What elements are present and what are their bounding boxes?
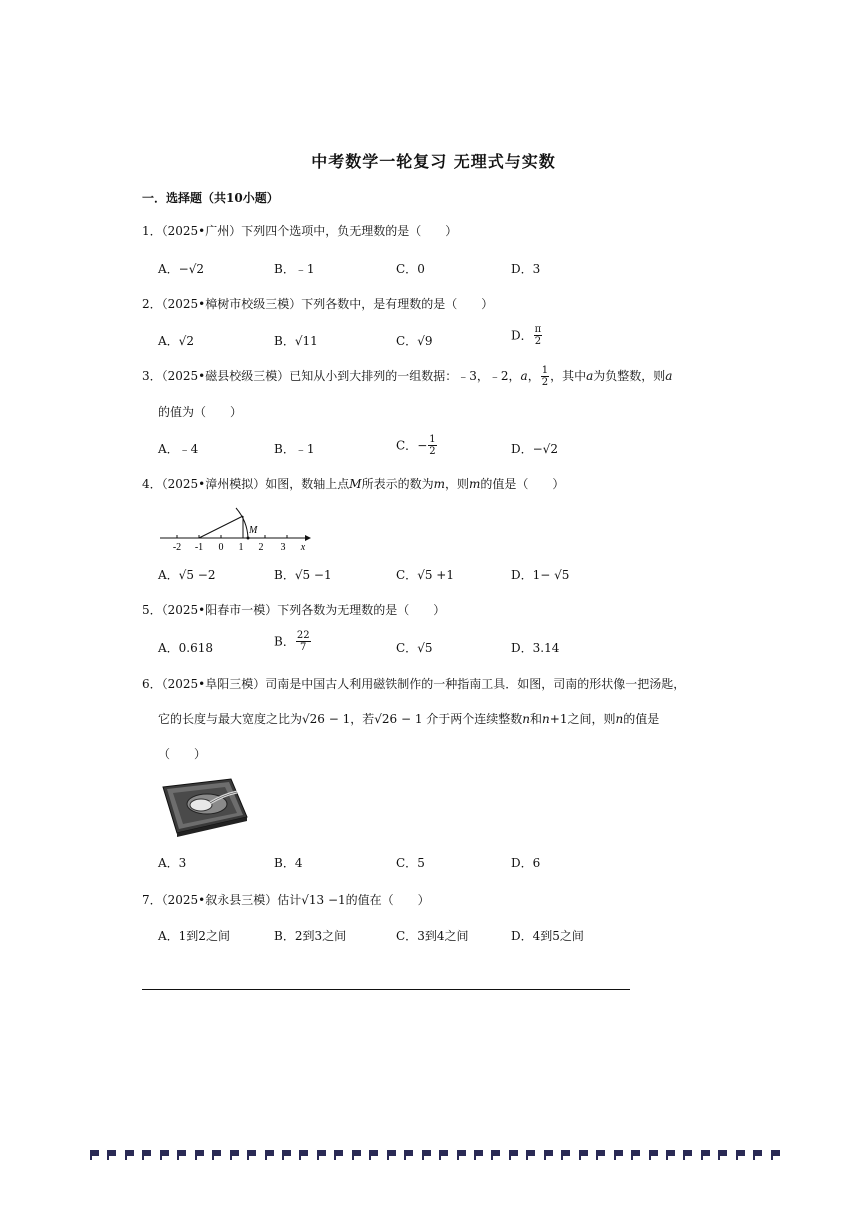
flag-icon xyxy=(579,1150,588,1160)
flag-icon xyxy=(422,1150,431,1160)
flag-icon xyxy=(177,1150,186,1160)
flag-icon xyxy=(387,1150,396,1160)
flag-icon xyxy=(142,1150,151,1160)
flag-icon xyxy=(334,1150,343,1160)
q5-option-a[interactable]: A．0.618 xyxy=(158,641,214,655)
flag-icon xyxy=(753,1150,762,1160)
tick-label: -2 xyxy=(172,542,182,553)
section-heading: 一．选择题（共10小题） xyxy=(142,191,279,205)
q6-option-c[interactable]: C．5 xyxy=(396,856,425,870)
q2-option-a[interactable]: A．√2 xyxy=(158,334,194,348)
q3-option-d[interactable]: D．−√2 xyxy=(511,442,558,456)
flag-icon xyxy=(491,1150,500,1160)
footnote-divider xyxy=(142,989,630,990)
flag-icon xyxy=(771,1150,780,1160)
q3-option-a[interactable]: A．﹣4 xyxy=(158,442,199,456)
flag-icon xyxy=(125,1150,134,1160)
q4-option-d[interactable]: D．1− √5 xyxy=(511,568,570,582)
flag-icon xyxy=(718,1150,727,1160)
pi-over-2-fraction: $\frac{\pi}{2}$ xyxy=(534,324,542,347)
point-m xyxy=(247,537,250,540)
question-1-stem: 1．（2025•广州）下列四个选项中，负无理数的是（ ） xyxy=(142,224,458,238)
q2-option-b[interactable]: B．√11 xyxy=(274,334,318,348)
tick-label: -1 xyxy=(194,542,204,553)
flag-icon xyxy=(457,1150,466,1160)
q2-option-d[interactable]: D． $\frac{\pi}{2}$ xyxy=(511,324,542,347)
flag-icon xyxy=(352,1150,361,1160)
question-6-stem-line3: （ ） xyxy=(158,747,207,761)
flag-icon xyxy=(474,1150,483,1160)
q6-option-b[interactable]: B．4 xyxy=(274,856,303,870)
flag-icon xyxy=(230,1150,239,1160)
flag-icon xyxy=(369,1150,378,1160)
q3-option-c[interactable]: C．− $\frac{1}{2}$ xyxy=(396,434,436,457)
flag-icon xyxy=(596,1150,605,1160)
compass-arc xyxy=(236,508,248,538)
page-title: 中考数学一轮复习 无理式与实数 xyxy=(311,152,556,171)
flag-icon xyxy=(526,1150,535,1160)
q1-option-a[interactable]: A．−√2 xyxy=(158,262,205,276)
q6-option-a[interactable]: A．3 xyxy=(158,856,187,870)
flag-icon xyxy=(317,1150,326,1160)
q6-option-d[interactable]: D．6 xyxy=(511,856,541,870)
sinan-compass-image xyxy=(157,773,249,837)
flag-icon xyxy=(247,1150,256,1160)
question-7-stem: 7．（2025•叙永县三模）估计√13 −1的值在（ ） xyxy=(142,893,430,907)
q5-option-c[interactable]: C．√5 xyxy=(396,641,433,655)
question-3-stem-line2: 的值为（ ） xyxy=(158,405,243,419)
question-5-stem: 5．（2025•阳春市一模）下列各数为无理数的是（ ） xyxy=(142,603,446,617)
tick-label: 3 xyxy=(280,542,286,553)
flag-icon xyxy=(160,1150,169,1160)
q1-option-c[interactable]: C．0 xyxy=(396,262,425,276)
flag-icon xyxy=(107,1150,116,1160)
flag-icon xyxy=(439,1150,448,1160)
tick-label: 0 xyxy=(218,542,224,553)
flag-icon xyxy=(90,1150,99,1160)
footer-flag-border xyxy=(90,1150,780,1164)
hypotenuse-line xyxy=(199,516,243,538)
q7-option-b[interactable]: B．2到3之间 xyxy=(274,929,347,943)
flag-icon xyxy=(544,1150,553,1160)
q1-option-b[interactable]: B．﹣1 xyxy=(274,262,315,276)
tick-label: 1 xyxy=(238,542,244,553)
flag-icon xyxy=(299,1150,308,1160)
flag-icon xyxy=(649,1150,658,1160)
q7-option-c[interactable]: C．3到4之间 xyxy=(396,929,469,943)
q5-option-b[interactable]: B． $\frac{22}{7}$ xyxy=(274,630,310,653)
question-6-stem-line2: 它的长度与最大宽度之比为√26 − 1，若√26 − 1 介于两个连续整数n和n+1之间，则n的值是 xyxy=(158,712,660,726)
q7-option-a[interactable]: A．1到2之间 xyxy=(158,929,230,943)
flag-icon xyxy=(404,1150,413,1160)
flag-icon xyxy=(195,1150,204,1160)
flag-icon xyxy=(614,1150,623,1160)
question-6-stem: 6．（2025•阜阳三模）司南是中国古人利用磁铁制作的一种指南工具．如图，司南的形状像一把汤匙， xyxy=(142,677,686,691)
q2-option-c[interactable]: C．√9 xyxy=(396,334,433,348)
flag-icon xyxy=(701,1150,710,1160)
q7-option-d[interactable]: D．4到5之间 xyxy=(511,929,584,943)
question-2-stem: 2．（2025•樟树市校级三模）下列各数中，是有理数的是（ ） xyxy=(142,297,494,311)
flag-icon xyxy=(736,1150,745,1160)
flag-icon xyxy=(282,1150,291,1160)
flag-icon xyxy=(683,1150,692,1160)
question-4-stem: 4．（2025•漳州模拟）如图，数轴上点M所表示的数为m，则m的值是（ ） xyxy=(142,477,565,491)
q5-option-d[interactable]: D．3.14 xyxy=(511,641,560,655)
flag-icon xyxy=(265,1150,274,1160)
q1-option-d[interactable]: D．3 xyxy=(511,262,541,276)
flag-icon xyxy=(561,1150,570,1160)
flag-icon xyxy=(666,1150,675,1160)
q4-option-c[interactable]: C．√5 +1 xyxy=(396,568,454,582)
point-m-label: M xyxy=(249,525,258,536)
tick-label: 2 xyxy=(258,542,264,553)
q4-option-a[interactable]: A．√5 −2 xyxy=(158,568,216,582)
flag-icon xyxy=(212,1150,221,1160)
q3-option-b[interactable]: B．﹣1 xyxy=(274,442,315,456)
flag-icon xyxy=(631,1150,640,1160)
number-line-figure xyxy=(155,500,315,556)
q4-option-b[interactable]: B．√5 −1 xyxy=(274,568,332,582)
flag-icon xyxy=(509,1150,518,1160)
question-3-stem: 3．（2025•磁县校级三模）已知从小到大排列的一组数据：﹣3，﹣2，a， $\frac{1}{2}$ ，其中a为负整数，则a xyxy=(142,365,673,388)
axis-label: x xyxy=(300,542,306,553)
